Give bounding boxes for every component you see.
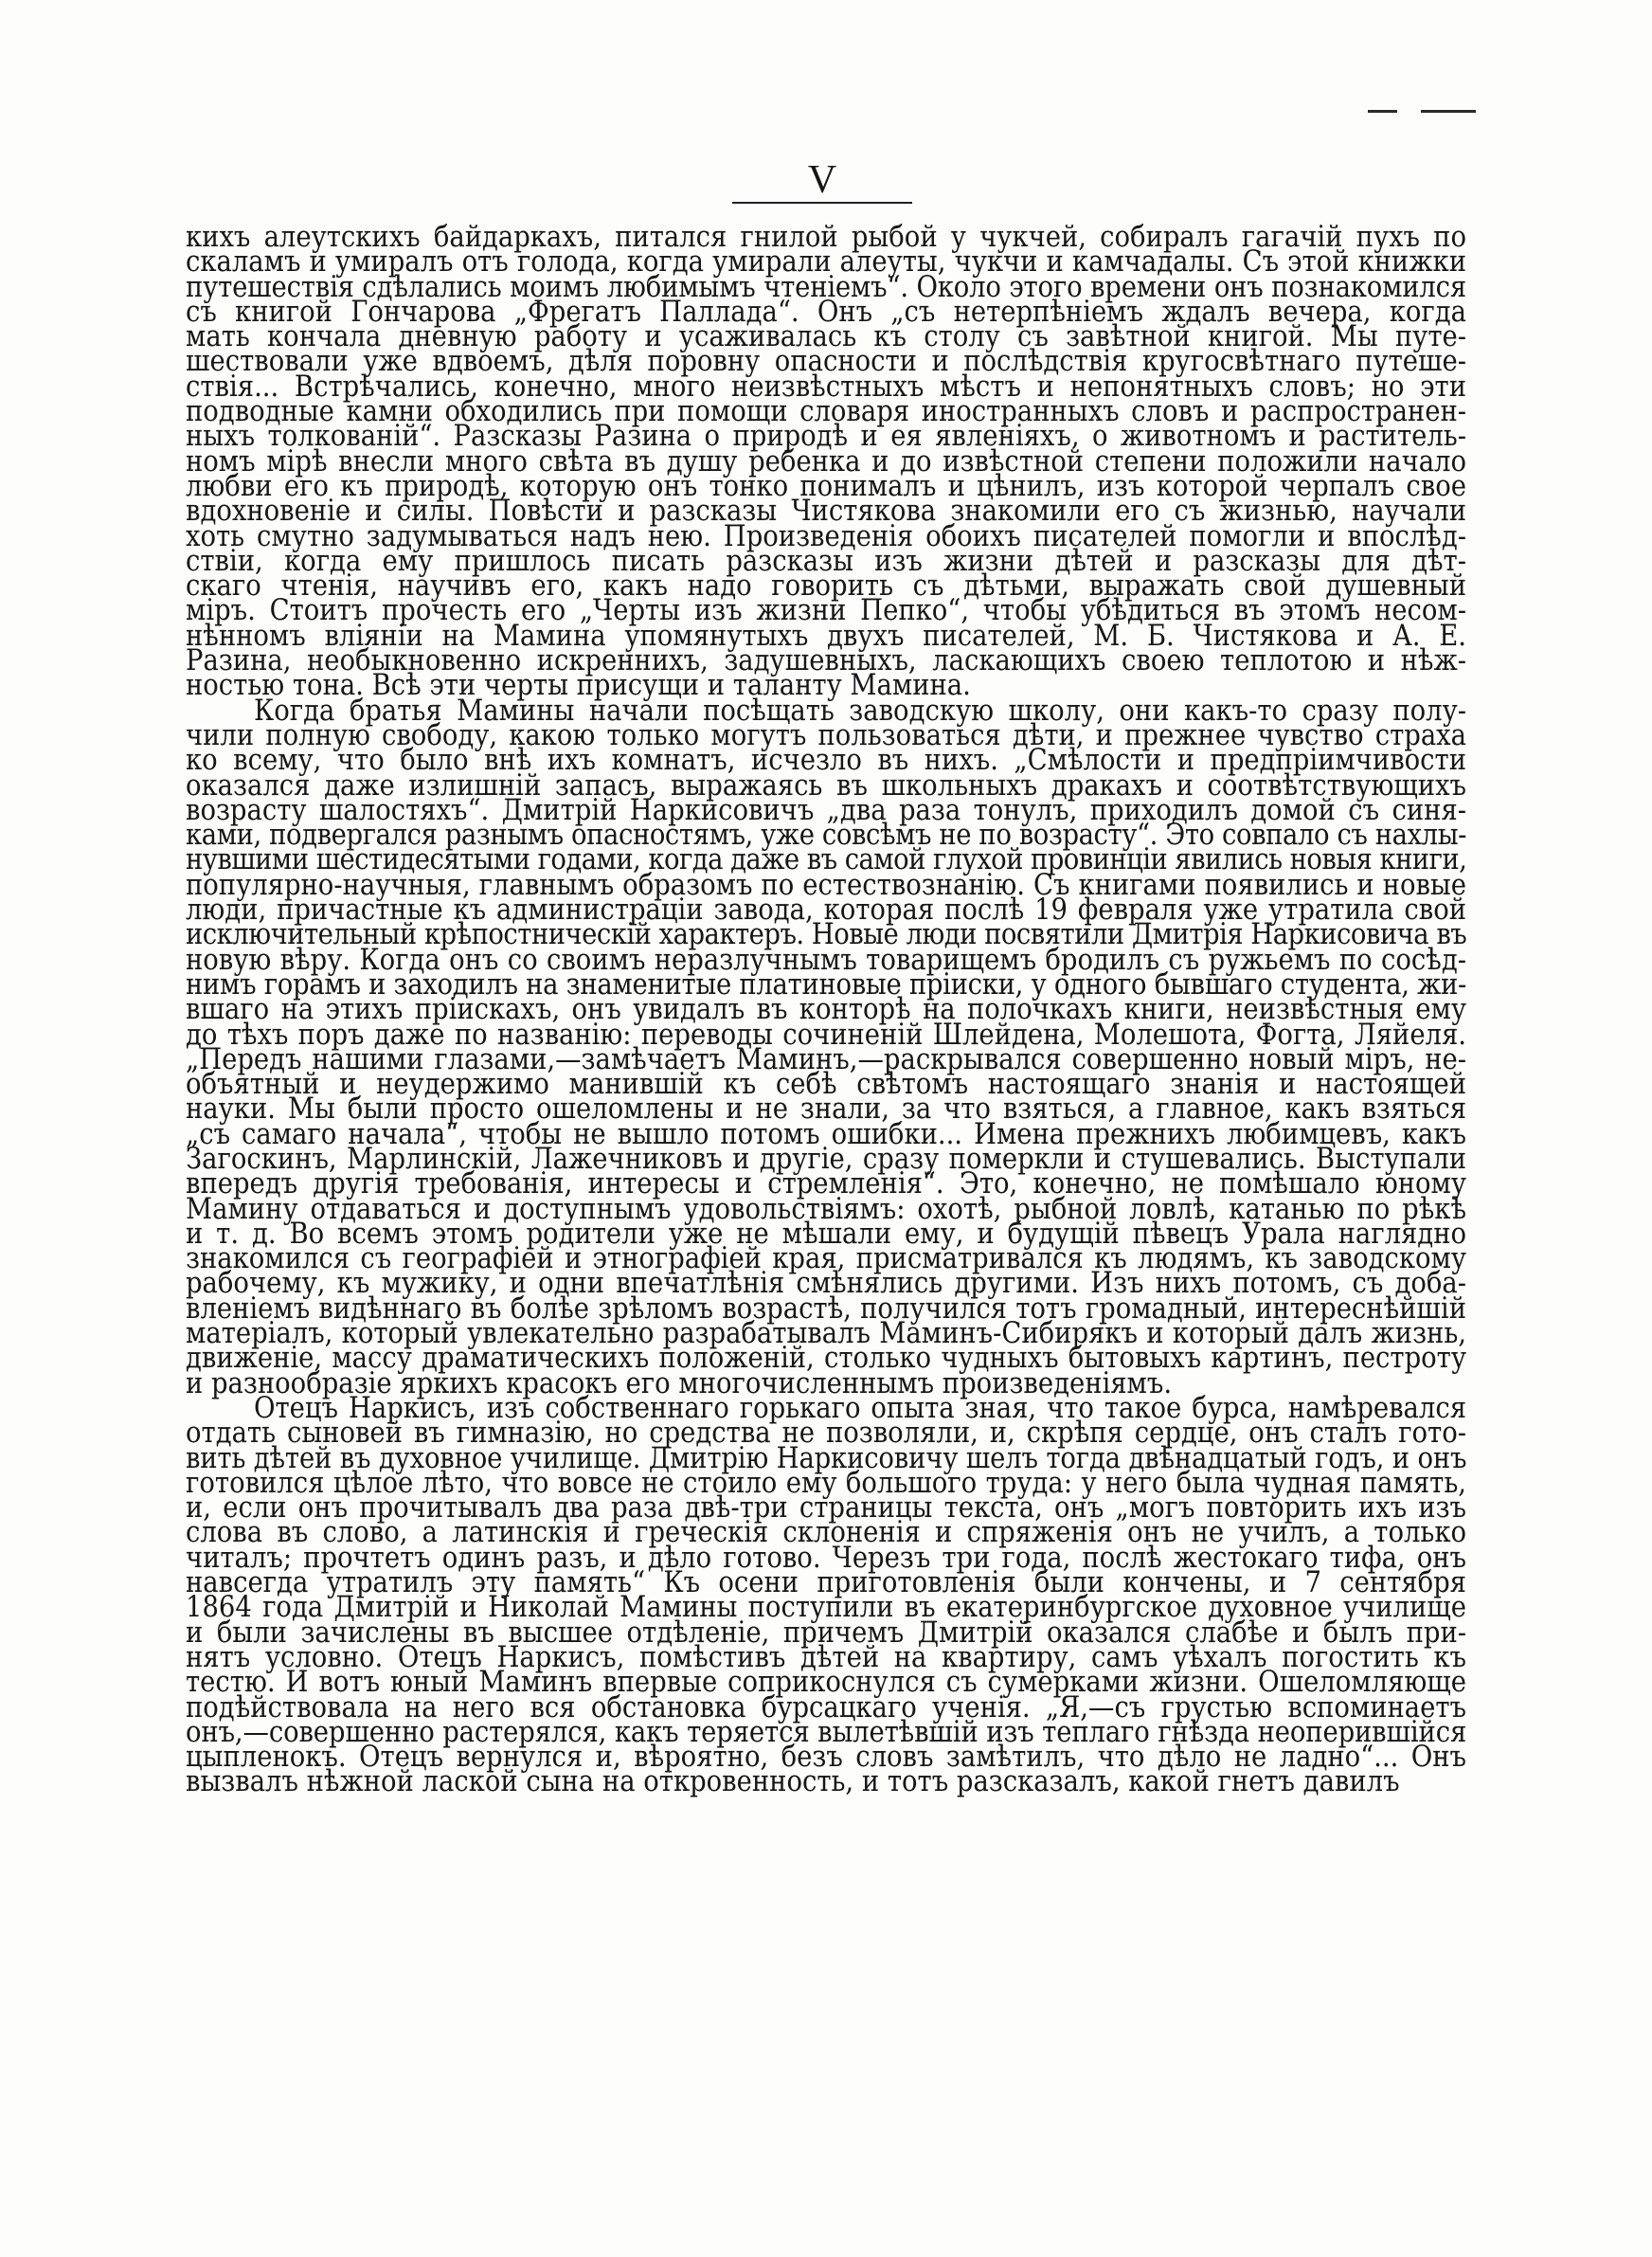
text-line: Разина, необыкновенно искреннихъ, задушевныхъ, ласкающихъ своею теплотою и нѣж- [186, 644, 1466, 678]
text-line: Загоскинъ, Марлинскій, Лажечниковъ и другіе, сразу померкли и стушевались. Выступали [186, 1142, 1466, 1176]
text-line: мать кончала дневную работу и усаживалась къ столу съ завѣтной книгой. Мы путе- [186, 320, 1466, 354]
text-line: нимъ горамъ и заходилъ на знаменитые платиновые пріиски, у одного бывшаго студента, жи- [186, 967, 1467, 1002]
text-line: чили полную свободу, какою только могутъ пользоваться дѣти, и прежнее чувство страха [186, 718, 1466, 752]
text-line: возрасту шалостяхъ“. Дмитрій Наркисовичъ „два раза тонулъ, приходилъ домой съ синя- [186, 793, 1466, 827]
text-line: цыпленокъ. Отецъ вернулся и, вѣроятно, безъ словъ замѣтилъ, что дѣло не ладно“... Онъ [186, 1741, 1466, 1775]
paragraph [186, 221, 1466, 703]
text-line: популярно-научныя, главнымъ образомъ по естествознанію. Съ книгами появились и новые [186, 868, 1466, 902]
text-line: кихъ алеутскихъ байдаркахъ, питался гнилой рыбой у чукчей, собиралъ гагачій пухъ по [186, 221, 1466, 254]
text-line: скаго чтенія, научивъ его, какъ надо говорить съ дѣтьми, выражать свой душевный [186, 569, 1466, 604]
text-line: и разнообразіе яркихъ красокъ его многочисленнымъ произведеніямъ. [186, 1366, 1173, 1400]
text-line: 1864 года Дмитрій и Николай Мамины поступили въ екатеринбургское духовное училище [186, 1591, 1466, 1625]
text-line: съ книгой Гончарова „Фрегатъ Паллада“. Онъ „съ нетерпѣніемъ ждалъ вечера, когда [186, 295, 1466, 329]
text-line: Мамину отдаваться и доступнымъ удовольствіямъ: охотѣ, рыбной ловлѣ, катанью по рѣкѣ [186, 1192, 1466, 1226]
text-line: Отецъ Наркисъ, изъ собственнаго горькаго опыта зная, что такое бурса, намѣревался [254, 1391, 1466, 1425]
text-line: и т. д. Во всемъ этомъ родители уже не мѣшали ему, и будущій пѣвецъ Урала наглядно [186, 1217, 1466, 1251]
paragraph [186, 694, 1467, 1400]
text-line: ствіи, когда ему пришлось писать разсказы изъ жизни дѣтей и разсказы для дѣт- [186, 544, 1466, 578]
page-number: V [732, 159, 912, 204]
text-line: движеніе, массу драматическихъ положеній, столько чудныхъ бытовыхъ картинъ, пестроту [186, 1342, 1466, 1376]
text-line: вызвалъ нѣжной лаской сына на откровенность, и тотъ разсказалъ, какой гнетъ давилъ [186, 1765, 1400, 1799]
text-line: онъ,—совершенно растерялся, какъ теряется вылетѣвшій изъ теплаго гнѣзда неоперившійся [186, 1715, 1467, 1749]
text-line: тестю. И вотъ юный Маминъ впервые соприкоснулся съ сумерками жизни. Ошеломляюще [186, 1666, 1466, 1700]
paragraph [186, 1391, 1467, 1799]
top-rule-long [1421, 110, 1476, 113]
text-line: вить дѣтей въ духовное училище. Дмитрію Наркисовичу шелъ тогда двѣнадцатый годъ, и онъ [186, 1441, 1467, 1475]
text-line: ко всему, что было внѣ ихъ комнатъ, исчезло въ нихъ. „Смѣлости и предпріимчивости [186, 744, 1466, 778]
text-line: готовился цѣлое лѣто, что вовсе не стоило ему большого труда: у него была чудная память, [186, 1466, 1466, 1500]
text-line: слова въ слово, а латинскія и греческія склоненія и спряженія онъ не училъ, а только [186, 1516, 1466, 1550]
text-line: шествовали уже вдвоемъ, дѣля поровну опасности и послѣдствія кругосвѣтнаго путеше- [186, 345, 1466, 379]
text-line: и были зачислены въ высшее отдѣленіе, причемъ Дмитрій оказался слабѣе и былъ при- [186, 1616, 1466, 1650]
text-line: путешествія сдѣлались моимъ любимымъ чтеніемъ“. Около этого времени онъ познакомился [186, 270, 1466, 304]
text-line: ностью тона. Всѣ эти черты присущи и таланту Мамина. [186, 669, 971, 703]
text-line: читалъ; прочтетъ одинъ разъ, и дѣло готово. Черезъ три года, послѣ жестокаго тифа, онъ [186, 1541, 1466, 1575]
text-line: нѣнномъ вліяніи на Мамина упомянутыхъ двухъ писателей, М. Б. Чистякова и А. Е. [186, 619, 1466, 653]
text-line: нятъ условно. Отецъ Наркисъ, помѣстивъ дѣтей на квартиру, самъ уѣхалъ погостить къ [186, 1640, 1466, 1674]
text-line: до тѣхъ поръ даже по названію: переводы сочиненій Шлейдена, Молешота, Фогта, Ляйеля. [186, 1018, 1466, 1052]
text-line: подводные камни обходились при помощи словаря иностранныхъ словъ и распространен- [186, 395, 1466, 429]
text-line: вленіемъ видѣннаго въ болѣе зрѣломъ возрастѣ, получился тотъ громадный, интереснѣйшій [186, 1291, 1466, 1326]
text-line: знакомился съ географіей и этнографіей края, присматривался къ людямъ, къ заводскому [186, 1242, 1466, 1276]
text-line: отдать сыновей въ гимназію, но средства не позволяли, и, скрѣпя сердце, онъ сталъ гото- [186, 1417, 1466, 1451]
text-line: и, если онъ прочитывалъ два раза двѣ-три страницы текста, онъ „могъ повторить ихъ изъ [186, 1491, 1466, 1526]
text-line: Когда братья Мамины начали посѣщать заводскую школу, они какъ-то сразу полу- [254, 694, 1466, 728]
text-line: „съ самаго начала“, чтобы не вышло потомъ ошибки... Имена прежнихъ любимцевъ, какъ [186, 1117, 1466, 1151]
text-line: хоть смутно задумываться надъ нею. Произведенія обоихъ писателей помогли и впослѣд- [186, 519, 1466, 553]
text-line: науки. Мы были просто ошеломлены и не знали, за что взяться, а главное, какъ взяться [186, 1092, 1466, 1127]
text-line: подѣйствовала на него вся обстановка бурсацкаго ученія. „Я,—съ грустью вспоминаетъ [186, 1690, 1466, 1724]
text-line: объятный и неудержимо манившій къ себѣ свѣтомъ настоящаго знанія и настоящей [186, 1068, 1466, 1102]
text-line: скаламъ и умиралъ отъ голода, когда умирали алеуты, чукчи и камчадалы. Съ этой книжки [186, 245, 1466, 280]
body-text [186, 221, 1467, 1799]
text-line: нувшими шестидесятыми годами, когда даже въ самой глухой провинціи явились новыя книги, [186, 843, 1467, 877]
top-rule-short [1368, 110, 1397, 113]
text-line: „Передъ нашими глазами,—замѣчаетъ Маминъ,—раскрывался совершенно новый міръ, не- [186, 1042, 1466, 1076]
text-line: ствія... Встрѣчались, конечно, много неизвѣстныхъ мѣстъ и непонятныхъ словъ; но эти [186, 370, 1466, 404]
text-line: вдохновеніе и силы. Повѣсти и разсказы Чистякова знакомили его съ жизнью, научали [186, 495, 1466, 529]
text-line: вшаго на этихъ пріискахъ, онъ увидалъ въ конторѣ на полочкахъ книги, неизвѣстныя ему [186, 993, 1466, 1027]
text-line: рабочему, къ мужику, и одни впечатлѣнія смѣнялись другими. Изъ нихъ потомъ, съ доба- [186, 1267, 1466, 1301]
text-line: навсегда утратилъ эту память“ Къ осени приготовленія были кончены, и 7 сентября [186, 1566, 1466, 1600]
text-line: ками, подвергался разнымъ опасностямъ, уже совсѣмъ не по возрасту“. Это совпало съ нахлы- [186, 819, 1466, 853]
text-line: матеріалъ, который увлекательно разрабатывалъ Маминъ-Сибирякъ и который далъ жизнь, [186, 1317, 1466, 1351]
text-line: оказался даже излишній запасъ, выражаясь въ школьныхъ дракахъ и соотвѣтствующихъ [186, 768, 1466, 803]
text-line: міръ. Стоитъ прочесть его „Черты изъ жизни Пепко“, чтобы убѣдиться въ этомъ несом- [186, 594, 1466, 628]
text-line: номъ мірѣ внесли много свѣта въ душу ребенка и до извѣстной степени положили начало [186, 444, 1466, 478]
text-line: ныхъ толкованій“. Разсказы Разина о природѣ и ея явленіяхъ, о животномъ и раститель- [186, 420, 1466, 454]
text-line: впередъ другія требованія, интересы и стремленія“. Это, конечно, не помѣшало юному [186, 1167, 1466, 1201]
text-line: исключительный крѣпостническій характеръ. Новые люди посвятили Дмитрія Наркисовича въ [186, 918, 1467, 952]
text-line: люди, причастные къ администраціи завода, которая послѣ 19 февраля уже утратила свой [186, 894, 1466, 928]
text-line: любви его къ природѣ, которую онъ тонко понималъ и цѣнилъ, изъ которой черпалъ свое [186, 469, 1466, 503]
text-line: новую вѣру. Когда онъ со своимъ неразлучнымъ товарищемъ бродилъ съ ружьемъ по сосѣд- [186, 943, 1466, 977]
